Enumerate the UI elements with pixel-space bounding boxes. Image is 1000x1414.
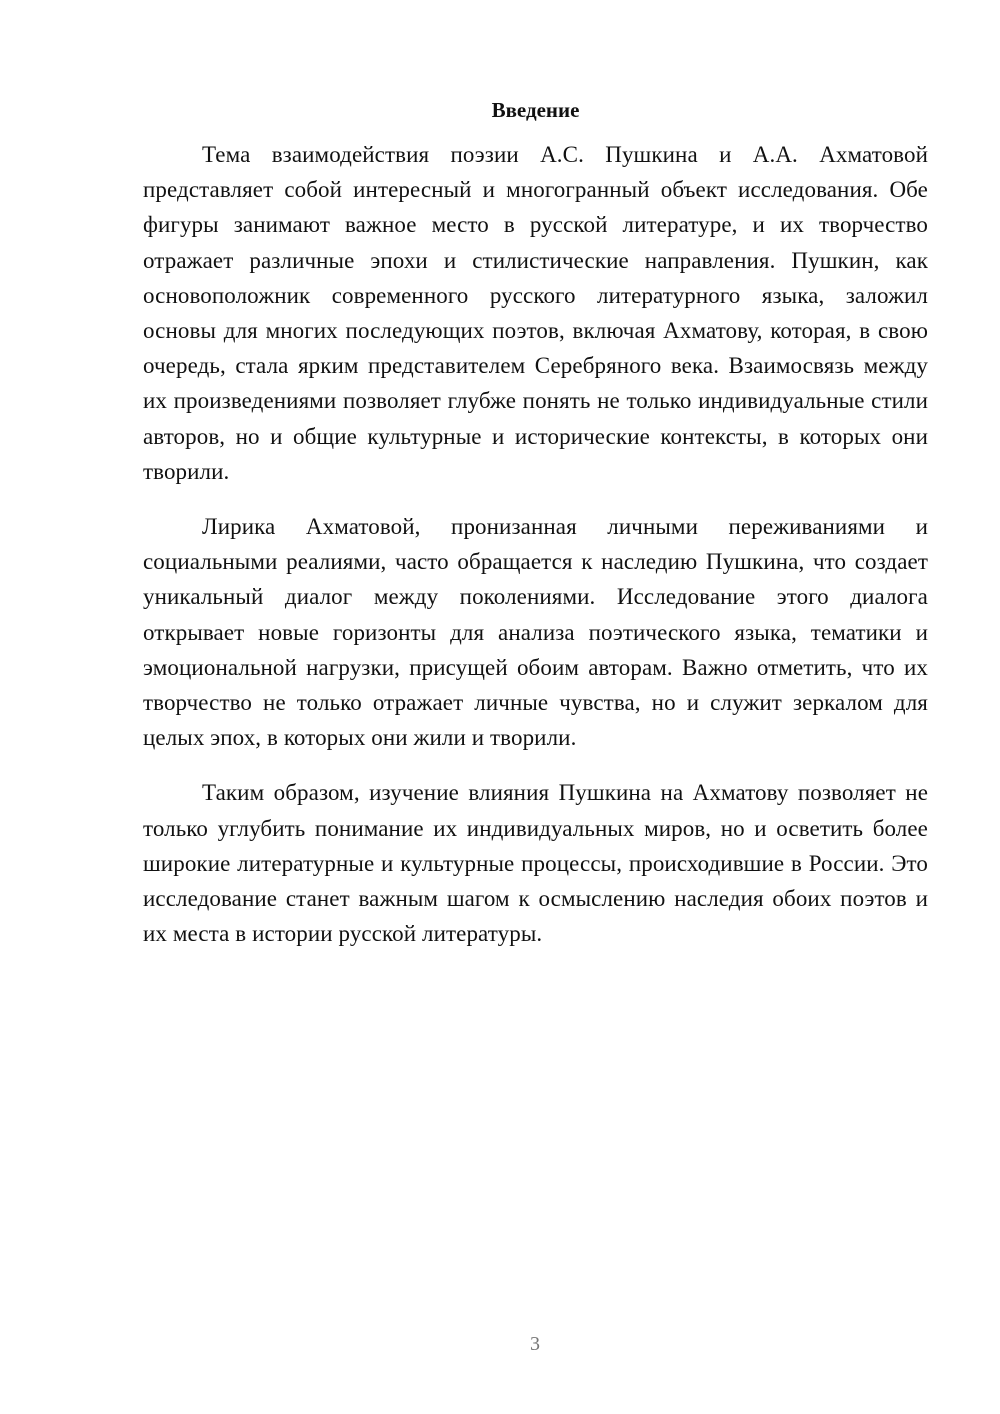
page-content <box>143 95 928 971</box>
paragraph-2: Лирика Ахматовой, пронизанная личными переживаниями и социальными реалиями, часто обращается к наследию Пушкина, что создает уникальный диалог между поколениями. Исследование этого диалога открывает новые горизонты для анализа поэтического языка, тематики и эмоциональной нагрузки, присущей обоим авторам. Важно отметить, что их творчество не только отражает личные чувства, но и служит зеркалом для целых эпох, в которых они жили и творили. <box>143 514 928 751</box>
paragraph-1: Тема взаимодействия поэзии А.С. Пушкина и А.А. Ахматовой представляет собой интересный и многогранный объект исследования. Обе фигуры занимают важное место в русской литературе, и их творчество отражает различные эпохи и стилистические направления. Пушкин, как основоположник современного русского литературного языка, заложил основы для многих последующих поэтов, включая Ахматову, которая, в свою очередь, стала ярким представителем Серебряного века. Взаимосвязь между их произведениями позволяет глубже понять не только индивидуальные стили авторов, но и общие культурные и исторические контексты, в которых они творили. <box>143 142 928 484</box>
page-number: 3 <box>530 1333 540 1355</box>
section-title: Введение <box>491 98 580 122</box>
paragraph-3: Таким образом, изучение влияния Пушкина на Ахматову позволяет не только углубить понимание их индивидуальных миров, но и осветить более широкие литературные и культурные процессы, происходившие в России. Это исследование станет важным шагом к осмыслению наследия обоих поэтов и их места в истории русской литературы. <box>143 780 928 947</box>
